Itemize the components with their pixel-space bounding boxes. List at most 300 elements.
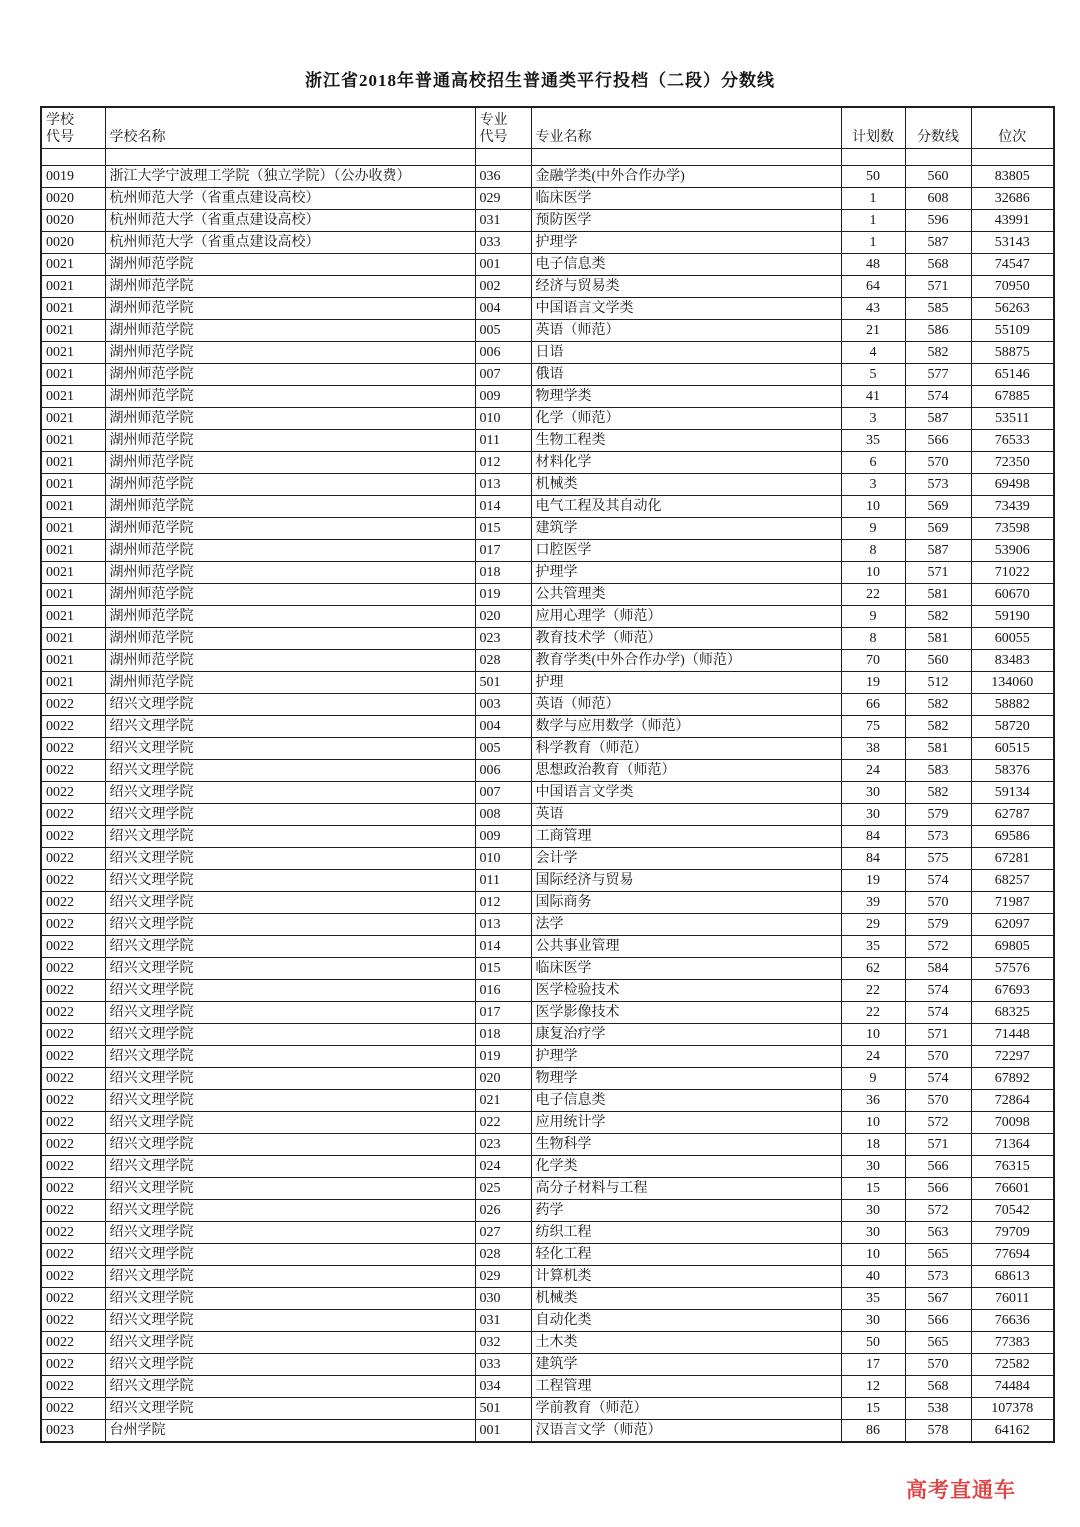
table-row xyxy=(41,980,1054,1002)
cell-plan-count: 4 xyxy=(841,342,905,364)
cell-school-name: 绍兴文理学院 xyxy=(105,1222,475,1244)
cell-major-name: 工商管理 xyxy=(531,826,841,848)
cell-major-code: 501 xyxy=(475,1398,531,1420)
cell-school-code: 0022 xyxy=(41,1068,105,1090)
cell-school-name: 绍兴文理学院 xyxy=(105,1024,475,1046)
cell-major-code: 017 xyxy=(475,540,531,562)
cell-school-name: 绍兴文理学院 xyxy=(105,1332,475,1354)
spacer-cell xyxy=(531,149,841,166)
cell-school-name: 绍兴文理学院 xyxy=(105,1002,475,1024)
cell-rank: 73598 xyxy=(971,518,1054,540)
table-row xyxy=(41,562,1054,584)
table-row xyxy=(41,958,1054,980)
table-row xyxy=(41,1200,1054,1222)
cell-major-code: 036 xyxy=(475,166,531,188)
cell-score-line: 608 xyxy=(905,188,971,210)
cell-major-code: 004 xyxy=(475,716,531,738)
cell-plan-count: 1 xyxy=(841,232,905,254)
cell-major-name: 公共管理类 xyxy=(531,584,841,606)
cell-plan-count: 30 xyxy=(841,1200,905,1222)
cell-school-code: 0022 xyxy=(41,980,105,1002)
table-row xyxy=(41,1002,1054,1024)
cell-rank: 72350 xyxy=(971,452,1054,474)
cell-plan-count: 3 xyxy=(841,408,905,430)
cell-major-code: 011 xyxy=(475,430,531,452)
cell-rank: 67281 xyxy=(971,848,1054,870)
cell-score-line: 574 xyxy=(905,870,971,892)
table-row xyxy=(41,364,1054,386)
cell-major-code: 023 xyxy=(475,628,531,650)
cell-school-code: 0022 xyxy=(41,1046,105,1068)
cell-plan-count: 75 xyxy=(841,716,905,738)
cell-school-name: 湖州师范学院 xyxy=(105,298,475,320)
table-row xyxy=(41,1266,1054,1288)
cell-school-name: 杭州师范大学（省重点建设高校） xyxy=(105,210,475,232)
cell-school-code: 0022 xyxy=(41,936,105,958)
cell-rank: 69805 xyxy=(971,936,1054,958)
cell-school-name: 湖州师范学院 xyxy=(105,606,475,628)
table-row xyxy=(41,650,1054,672)
cell-school-code: 0020 xyxy=(41,210,105,232)
cell-rank: 107378 xyxy=(971,1398,1054,1420)
cell-plan-count: 9 xyxy=(841,518,905,540)
cell-major-name: 公共事业管理 xyxy=(531,936,841,958)
cell-rank: 74547 xyxy=(971,254,1054,276)
cell-major-code: 004 xyxy=(475,298,531,320)
table-row xyxy=(41,782,1054,804)
cell-score-line: 570 xyxy=(905,1046,971,1068)
cell-plan-count: 40 xyxy=(841,1266,905,1288)
table-row xyxy=(41,1024,1054,1046)
cell-major-code: 017 xyxy=(475,1002,531,1024)
cell-school-code: 0021 xyxy=(41,562,105,584)
cell-school-code: 0021 xyxy=(41,452,105,474)
table-row xyxy=(41,1112,1054,1134)
cell-school-name: 湖州师范学院 xyxy=(105,364,475,386)
spacer-cell xyxy=(475,149,531,166)
cell-rank: 71448 xyxy=(971,1024,1054,1046)
cell-school-code: 0021 xyxy=(41,320,105,342)
cell-major-code: 011 xyxy=(475,870,531,892)
cell-school-name: 湖州师范学院 xyxy=(105,584,475,606)
cell-school-name: 绍兴文理学院 xyxy=(105,936,475,958)
cell-major-name: 化学（师范） xyxy=(531,408,841,430)
cell-rank: 59134 xyxy=(971,782,1054,804)
cell-school-code: 0022 xyxy=(41,1266,105,1288)
cell-major-code: 021 xyxy=(475,1090,531,1112)
cell-rank: 76315 xyxy=(971,1156,1054,1178)
table-row xyxy=(41,1332,1054,1354)
cell-plan-count: 84 xyxy=(841,848,905,870)
table-row xyxy=(41,760,1054,782)
cell-plan-count: 86 xyxy=(841,1420,905,1443)
cell-plan-count: 18 xyxy=(841,1134,905,1156)
cell-school-name: 绍兴文理学院 xyxy=(105,1354,475,1376)
table-header xyxy=(41,107,1054,149)
cell-major-name: 会计学 xyxy=(531,848,841,870)
cell-rank: 68613 xyxy=(971,1266,1054,1288)
cell-score-line: 582 xyxy=(905,694,971,716)
cell-plan-count: 30 xyxy=(841,1222,905,1244)
cell-major-code: 034 xyxy=(475,1376,531,1398)
table-row xyxy=(41,232,1054,254)
cell-school-code: 0019 xyxy=(41,166,105,188)
cell-rank: 70950 xyxy=(971,276,1054,298)
cell-score-line: 584 xyxy=(905,958,971,980)
cell-major-code: 501 xyxy=(475,672,531,694)
table-row xyxy=(41,166,1054,188)
table-row xyxy=(41,584,1054,606)
cell-rank: 77383 xyxy=(971,1332,1054,1354)
cell-plan-count: 30 xyxy=(841,1156,905,1178)
cell-school-name: 绍兴文理学院 xyxy=(105,1310,475,1332)
cell-rank: 83483 xyxy=(971,650,1054,672)
cell-rank: 57576 xyxy=(971,958,1054,980)
table-row xyxy=(41,1222,1054,1244)
cell-major-code: 002 xyxy=(475,276,531,298)
cell-major-name: 物理学 xyxy=(531,1068,841,1090)
table-row xyxy=(41,518,1054,540)
cell-major-name: 应用统计学 xyxy=(531,1112,841,1134)
table-row xyxy=(41,298,1054,320)
cell-score-line: 585 xyxy=(905,298,971,320)
cell-school-code: 0021 xyxy=(41,518,105,540)
header-row xyxy=(41,107,1054,149)
cell-plan-count: 35 xyxy=(841,936,905,958)
cell-score-line: 572 xyxy=(905,1200,971,1222)
table-row xyxy=(41,276,1054,298)
cell-rank: 71364 xyxy=(971,1134,1054,1156)
cell-rank: 72582 xyxy=(971,1354,1054,1376)
cell-rank: 74484 xyxy=(971,1376,1054,1398)
table-row xyxy=(41,1134,1054,1156)
table-row xyxy=(41,430,1054,452)
cell-score-line: 566 xyxy=(905,430,971,452)
cell-major-name: 机械类 xyxy=(531,474,841,496)
cell-school-code: 0022 xyxy=(41,1310,105,1332)
table-row xyxy=(41,254,1054,276)
table-body xyxy=(41,149,1054,1443)
cell-school-code: 0022 xyxy=(41,1222,105,1244)
table-row xyxy=(41,1398,1054,1420)
cell-major-name: 英语（师范） xyxy=(531,320,841,342)
cell-major-name: 工程管理 xyxy=(531,1376,841,1398)
cell-score-line: 573 xyxy=(905,1266,971,1288)
cell-major-name: 俄语 xyxy=(531,364,841,386)
cell-score-line: 560 xyxy=(905,650,971,672)
cell-major-name: 汉语言文学（师范） xyxy=(531,1420,841,1443)
cell-major-name: 自动化类 xyxy=(531,1310,841,1332)
cell-school-name: 绍兴文理学院 xyxy=(105,1112,475,1134)
cell-score-line: 570 xyxy=(905,1090,971,1112)
cell-score-line: 570 xyxy=(905,892,971,914)
cell-school-code: 0022 xyxy=(41,1024,105,1046)
cell-plan-count: 21 xyxy=(841,320,905,342)
cell-major-name: 轻化工程 xyxy=(531,1244,841,1266)
cell-school-name: 湖州师范学院 xyxy=(105,430,475,452)
cell-score-line: 573 xyxy=(905,826,971,848)
cell-major-code: 014 xyxy=(475,496,531,518)
cell-rank: 60515 xyxy=(971,738,1054,760)
cell-school-name: 绍兴文理学院 xyxy=(105,980,475,1002)
cell-score-line: 582 xyxy=(905,606,971,628)
cell-major-code: 019 xyxy=(475,584,531,606)
cell-school-code: 0022 xyxy=(41,1156,105,1178)
cell-score-line: 583 xyxy=(905,760,971,782)
cell-plan-count: 1 xyxy=(841,188,905,210)
cell-major-code: 015 xyxy=(475,958,531,980)
cell-major-code: 020 xyxy=(475,1068,531,1090)
table-row xyxy=(41,738,1054,760)
cell-major-code: 031 xyxy=(475,210,531,232)
cell-rank: 76601 xyxy=(971,1178,1054,1200)
cell-major-name: 临床医学 xyxy=(531,958,841,980)
cell-school-code: 0021 xyxy=(41,276,105,298)
cell-major-name: 日语 xyxy=(531,342,841,364)
cell-school-code: 0023 xyxy=(41,1420,105,1443)
cell-score-line: 579 xyxy=(905,914,971,936)
cell-plan-count: 8 xyxy=(841,628,905,650)
cell-score-line: 587 xyxy=(905,540,971,562)
cell-score-line: 571 xyxy=(905,562,971,584)
cell-major-name: 化学类 xyxy=(531,1156,841,1178)
cell-score-line: 582 xyxy=(905,782,971,804)
cell-major-code: 018 xyxy=(475,1024,531,1046)
cell-major-name: 法学 xyxy=(531,914,841,936)
cell-major-code: 007 xyxy=(475,782,531,804)
cell-score-line: 563 xyxy=(905,1222,971,1244)
cell-school-name: 湖州师范学院 xyxy=(105,342,475,364)
cell-major-name: 国际经济与贸易 xyxy=(531,870,841,892)
cell-major-name: 电气工程及其自动化 xyxy=(531,496,841,518)
cell-plan-count: 10 xyxy=(841,1244,905,1266)
cell-major-code: 005 xyxy=(475,320,531,342)
cell-score-line: 512 xyxy=(905,672,971,694)
table-row xyxy=(41,342,1054,364)
cell-rank: 71987 xyxy=(971,892,1054,914)
cell-rank: 69498 xyxy=(971,474,1054,496)
cell-school-name: 绍兴文理学院 xyxy=(105,1376,475,1398)
cell-score-line: 574 xyxy=(905,386,971,408)
cell-plan-count: 10 xyxy=(841,496,905,518)
cell-rank: 76533 xyxy=(971,430,1054,452)
cell-plan-count: 30 xyxy=(841,804,905,826)
cell-school-name: 湖州师范学院 xyxy=(105,628,475,650)
cell-school-name: 绍兴文理学院 xyxy=(105,848,475,870)
cell-rank: 53143 xyxy=(971,232,1054,254)
cell-score-line: 572 xyxy=(905,1112,971,1134)
cell-score-line: 538 xyxy=(905,1398,971,1420)
cell-major-name: 英语（师范） xyxy=(531,694,841,716)
spacer-row xyxy=(41,149,1054,166)
cell-major-code: 026 xyxy=(475,1200,531,1222)
cell-score-line: 566 xyxy=(905,1156,971,1178)
cell-rank: 76636 xyxy=(971,1310,1054,1332)
cell-school-code: 0021 xyxy=(41,628,105,650)
cell-major-name: 医学影像技术 xyxy=(531,1002,841,1024)
cell-school-name: 湖州师范学院 xyxy=(105,672,475,694)
cell-score-line: 581 xyxy=(905,628,971,650)
cell-rank: 72864 xyxy=(971,1090,1054,1112)
cell-major-code: 009 xyxy=(475,386,531,408)
cell-school-name: 绍兴文理学院 xyxy=(105,1244,475,1266)
cell-score-line: 571 xyxy=(905,276,971,298)
cell-school-name: 绍兴文理学院 xyxy=(105,870,475,892)
table-row xyxy=(41,496,1054,518)
cell-school-name: 绍兴文理学院 xyxy=(105,826,475,848)
cell-rank: 60055 xyxy=(971,628,1054,650)
cell-major-name: 纺织工程 xyxy=(531,1222,841,1244)
cell-plan-count: 30 xyxy=(841,782,905,804)
cell-plan-count: 15 xyxy=(841,1178,905,1200)
cell-major-name: 临床医学 xyxy=(531,188,841,210)
cell-rank: 134060 xyxy=(971,672,1054,694)
cell-school-code: 0022 xyxy=(41,1288,105,1310)
cell-school-code: 0020 xyxy=(41,232,105,254)
cell-rank: 58376 xyxy=(971,760,1054,782)
cell-school-name: 绍兴文理学院 xyxy=(105,1398,475,1420)
cell-major-name: 计算机类 xyxy=(531,1266,841,1288)
cell-major-code: 029 xyxy=(475,188,531,210)
cell-school-code: 0022 xyxy=(41,1376,105,1398)
cell-school-code: 0021 xyxy=(41,254,105,276)
cell-plan-count: 48 xyxy=(841,254,905,276)
cell-plan-count: 35 xyxy=(841,1288,905,1310)
cell-plan-count: 1 xyxy=(841,210,905,232)
cell-major-code: 031 xyxy=(475,1310,531,1332)
cell-school-name: 杭州师范大学（省重点建设高校） xyxy=(105,232,475,254)
cell-major-name: 护理学 xyxy=(531,562,841,584)
cell-school-name: 湖州师范学院 xyxy=(105,540,475,562)
table-row xyxy=(41,804,1054,826)
cell-score-line: 581 xyxy=(905,738,971,760)
score-table xyxy=(40,106,1055,1443)
cell-plan-count: 19 xyxy=(841,672,905,694)
table-row xyxy=(41,914,1054,936)
cell-score-line: 560 xyxy=(905,166,971,188)
header-rank: 位次 xyxy=(971,107,1054,149)
cell-major-code: 028 xyxy=(475,650,531,672)
cell-school-name: 绍兴文理学院 xyxy=(105,1156,475,1178)
cell-major-name: 康复治疗学 xyxy=(531,1024,841,1046)
cell-plan-count: 6 xyxy=(841,452,905,474)
cell-major-code: 018 xyxy=(475,562,531,584)
cell-score-line: 568 xyxy=(905,254,971,276)
cell-plan-count: 35 xyxy=(841,430,905,452)
cell-rank: 65146 xyxy=(971,364,1054,386)
table-row xyxy=(41,606,1054,628)
cell-plan-count: 36 xyxy=(841,1090,905,1112)
cell-school-code: 0022 xyxy=(41,1112,105,1134)
header-plan-count: 计划数 xyxy=(841,107,905,149)
cell-major-name: 建筑学 xyxy=(531,518,841,540)
cell-plan-count: 39 xyxy=(841,892,905,914)
cell-school-name: 绍兴文理学院 xyxy=(105,804,475,826)
cell-major-code: 007 xyxy=(475,364,531,386)
header-major-name: 专业名称 xyxy=(531,107,841,149)
table-row xyxy=(41,936,1054,958)
cell-plan-count: 62 xyxy=(841,958,905,980)
cell-rank: 58882 xyxy=(971,694,1054,716)
cell-score-line: 565 xyxy=(905,1244,971,1266)
cell-rank: 62787 xyxy=(971,804,1054,826)
cell-school-name: 湖州师范学院 xyxy=(105,386,475,408)
cell-school-name: 绍兴文理学院 xyxy=(105,694,475,716)
cell-score-line: 570 xyxy=(905,1354,971,1376)
cell-major-code: 006 xyxy=(475,342,531,364)
cell-rank: 70542 xyxy=(971,1200,1054,1222)
cell-major-code: 024 xyxy=(475,1156,531,1178)
cell-rank: 55109 xyxy=(971,320,1054,342)
table-row xyxy=(41,1376,1054,1398)
cell-school-name: 绍兴文理学院 xyxy=(105,716,475,738)
cell-rank: 53906 xyxy=(971,540,1054,562)
cell-plan-count: 84 xyxy=(841,826,905,848)
cell-plan-count: 50 xyxy=(841,1332,905,1354)
cell-major-name: 口腔医学 xyxy=(531,540,841,562)
cell-major-name: 材料化学 xyxy=(531,452,841,474)
cell-school-name: 湖州师范学院 xyxy=(105,562,475,584)
cell-rank: 60670 xyxy=(971,584,1054,606)
cell-plan-count: 22 xyxy=(841,1002,905,1024)
cell-major-code: 019 xyxy=(475,1046,531,1068)
cell-school-code: 0022 xyxy=(41,738,105,760)
cell-plan-count: 8 xyxy=(841,540,905,562)
cell-score-line: 574 xyxy=(905,1068,971,1090)
cell-major-name: 土木类 xyxy=(531,1332,841,1354)
cell-score-line: 571 xyxy=(905,1024,971,1046)
cell-school-name: 湖州师范学院 xyxy=(105,496,475,518)
cell-major-code: 013 xyxy=(475,474,531,496)
cell-major-code: 029 xyxy=(475,1266,531,1288)
cell-school-code: 0021 xyxy=(41,364,105,386)
cell-plan-count: 12 xyxy=(841,1376,905,1398)
cell-plan-count: 10 xyxy=(841,1112,905,1134)
cell-major-name: 应用心理学（师范） xyxy=(531,606,841,628)
cell-plan-count: 3 xyxy=(841,474,905,496)
cell-rank: 58875 xyxy=(971,342,1054,364)
header-score-line: 分数线 xyxy=(905,107,971,149)
cell-plan-count: 10 xyxy=(841,1024,905,1046)
spacer-cell xyxy=(905,149,971,166)
cell-major-code: 013 xyxy=(475,914,531,936)
cell-major-name: 生物科学 xyxy=(531,1134,841,1156)
cell-school-name: 湖州师范学院 xyxy=(105,518,475,540)
cell-major-name: 护理 xyxy=(531,672,841,694)
cell-school-code: 0021 xyxy=(41,672,105,694)
cell-major-code: 032 xyxy=(475,1332,531,1354)
cell-major-name: 药学 xyxy=(531,1200,841,1222)
cell-major-name: 高分子材料与工程 xyxy=(531,1178,841,1200)
cell-major-name: 电子信息类 xyxy=(531,254,841,276)
cell-school-code: 0021 xyxy=(41,606,105,628)
cell-score-line: 582 xyxy=(905,342,971,364)
cell-school-code: 0021 xyxy=(41,408,105,430)
cell-plan-count: 24 xyxy=(841,1046,905,1068)
cell-major-name: 预防医学 xyxy=(531,210,841,232)
cell-school-name: 湖州师范学院 xyxy=(105,254,475,276)
cell-rank: 53511 xyxy=(971,408,1054,430)
cell-school-name: 绍兴文理学院 xyxy=(105,1046,475,1068)
cell-school-name: 绍兴文理学院 xyxy=(105,1266,475,1288)
cell-school-name: 绍兴文理学院 xyxy=(105,738,475,760)
cell-major-name: 金融学类(中外合作办学) xyxy=(531,166,841,188)
cell-major-name: 英语 xyxy=(531,804,841,826)
cell-school-name: 杭州师范大学（省重点建设高校） xyxy=(105,188,475,210)
cell-rank: 70098 xyxy=(971,1112,1054,1134)
cell-plan-count: 9 xyxy=(841,606,905,628)
cell-school-name: 湖州师范学院 xyxy=(105,650,475,672)
